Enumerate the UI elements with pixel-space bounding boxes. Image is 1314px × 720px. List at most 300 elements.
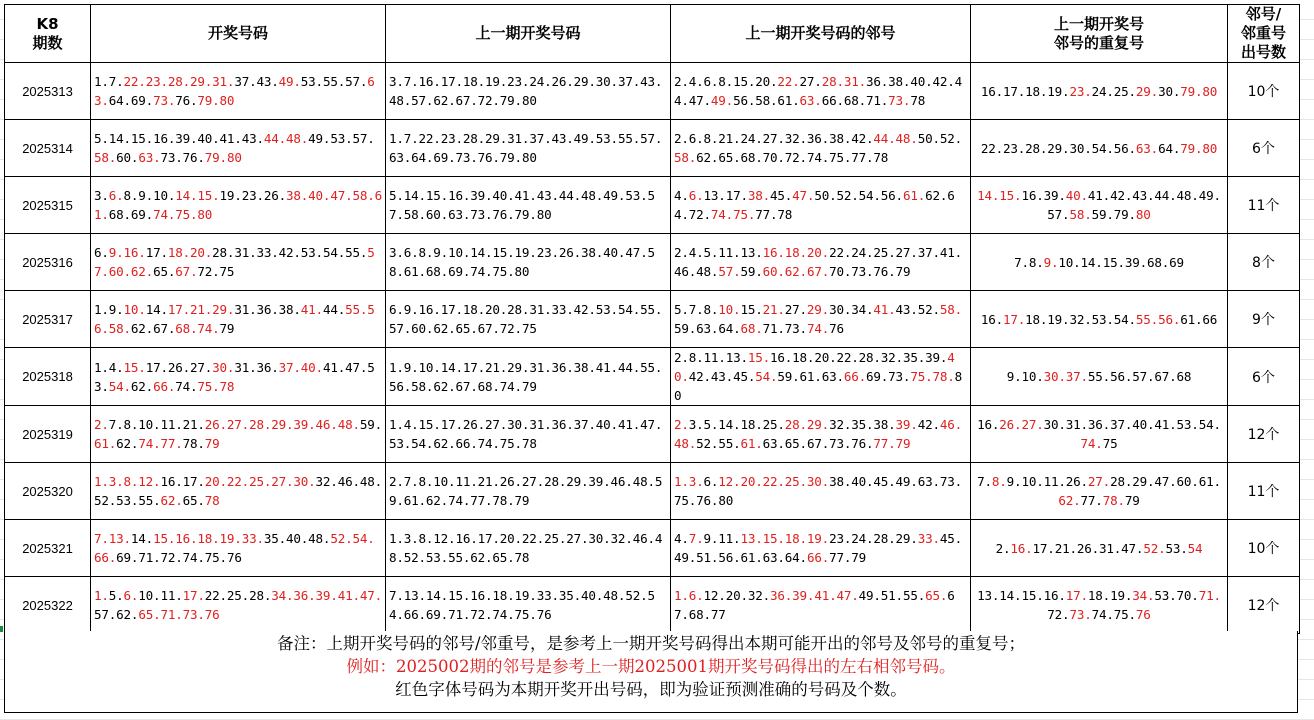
number: 26. xyxy=(167,359,190,375)
number: 23. xyxy=(507,74,530,89)
number: 41. xyxy=(219,131,242,146)
number: 67. xyxy=(806,436,830,451)
number: 61. xyxy=(94,436,117,451)
number: 58. xyxy=(939,302,963,317)
number: 5. xyxy=(94,131,109,146)
number: 62. xyxy=(160,493,183,508)
number: 43. xyxy=(536,188,559,203)
period-cell[interactable]: 2025321 xyxy=(5,520,91,577)
number: 9. xyxy=(138,188,154,203)
number: 52. xyxy=(917,302,940,317)
number: 59. xyxy=(389,474,663,508)
hit-count-cell[interactable]: 6个 xyxy=(1228,120,1300,177)
number: 77 xyxy=(710,607,726,622)
number: 7. xyxy=(389,588,404,603)
number: 3. xyxy=(94,188,109,203)
number: 62. xyxy=(130,264,154,279)
number: 1. xyxy=(674,474,689,489)
number: 74. xyxy=(499,378,522,394)
winning-numbers-cell[interactable] xyxy=(91,177,386,234)
number: 46. xyxy=(610,474,633,489)
number: 49. xyxy=(603,188,626,203)
number: 68. xyxy=(843,93,867,108)
number: 46. xyxy=(674,264,697,279)
repeat-numbers-cell[interactable] xyxy=(971,120,1228,177)
number: 79 xyxy=(1124,493,1140,508)
number: 78. xyxy=(932,369,955,384)
winning-numbers-cell[interactable] xyxy=(91,234,386,291)
repeat-numbers-cell[interactable] xyxy=(971,577,1228,634)
neighbor-numbers-cell[interactable] xyxy=(671,577,971,634)
repeat-numbers-cell[interactable] xyxy=(971,348,1228,406)
number: 29. xyxy=(1047,140,1070,156)
number: 1. xyxy=(674,588,689,603)
number: 7. xyxy=(108,74,124,89)
number: 76 xyxy=(204,607,220,622)
number: 44. xyxy=(1154,188,1177,203)
number: 46. xyxy=(315,417,338,432)
previous-numbers-cell[interactable] xyxy=(386,291,671,348)
number: 61. xyxy=(799,369,822,384)
number: 48. xyxy=(389,93,412,108)
repeat-numbers-cell[interactable] xyxy=(971,234,1228,291)
number: 45. xyxy=(873,474,896,489)
repeat-numbers-cell[interactable] xyxy=(971,291,1228,348)
table-row xyxy=(5,577,1300,634)
number: 70. xyxy=(762,150,785,165)
number: 13. xyxy=(740,245,763,260)
number: 74. xyxy=(175,378,198,394)
number: 18. xyxy=(462,74,485,89)
number: 26. xyxy=(499,474,522,489)
number: 63. xyxy=(696,321,719,336)
number: 13. xyxy=(725,350,748,365)
number: 18. xyxy=(167,245,190,260)
number: 17. xyxy=(145,359,168,375)
number: 29. xyxy=(895,531,918,546)
number: 6. xyxy=(703,74,719,89)
number: 1. xyxy=(94,359,109,375)
number: 32. xyxy=(829,417,852,432)
number: 12. xyxy=(703,588,726,603)
neighbor-numbers-cell[interactable] xyxy=(671,520,971,577)
number: 16. xyxy=(123,245,146,260)
number: 51. xyxy=(696,550,719,565)
number: 32. xyxy=(610,531,633,546)
number: 60. xyxy=(116,150,139,165)
number: 8. xyxy=(703,302,719,317)
number: 68. xyxy=(688,607,711,622)
winning-numbers-cell[interactable] xyxy=(91,520,386,577)
number: 23. xyxy=(1069,83,1092,99)
hit-count-cell[interactable]: 10个 xyxy=(1228,520,1300,577)
number: 31. xyxy=(212,74,235,89)
number: 63. xyxy=(94,74,375,108)
table-row xyxy=(5,406,1300,463)
number: 78. xyxy=(182,436,205,451)
number: 4. xyxy=(674,531,689,546)
number: 28. xyxy=(784,417,807,432)
number: 29. xyxy=(1135,83,1159,99)
period-cell[interactable]: 2025317 xyxy=(5,291,91,348)
period-cell[interactable]: 2025322 xyxy=(5,577,91,634)
number: 14. xyxy=(108,131,131,146)
number: 36. xyxy=(256,359,279,375)
number: 62. xyxy=(925,188,948,203)
number: 32. xyxy=(1069,311,1092,327)
number: 14. xyxy=(999,588,1022,603)
number: 25. xyxy=(1113,83,1136,99)
previous-numbers-cell[interactable] xyxy=(386,577,671,634)
previous-numbers-cell[interactable] xyxy=(386,177,671,234)
number: 36. xyxy=(551,359,574,375)
number: 73. xyxy=(939,474,963,489)
number: 77. xyxy=(755,207,778,222)
number: 39. xyxy=(925,350,948,365)
number: 55. xyxy=(617,131,641,146)
neighbor-numbers-cell[interactable] xyxy=(671,291,971,348)
number: 53. xyxy=(1091,311,1114,327)
number: 4. xyxy=(674,188,689,203)
number: 54. xyxy=(1198,417,1221,432)
number: 57. xyxy=(352,131,375,146)
period-cell[interactable]: 2025314 xyxy=(5,120,91,177)
number: 54. xyxy=(108,378,131,394)
neighbor-numbers-cell[interactable] xyxy=(671,120,971,177)
winning-numbers-cell[interactable] xyxy=(91,291,386,348)
number: 71. xyxy=(762,321,785,336)
number: 29. xyxy=(507,359,530,375)
previous-numbers-cell[interactable] xyxy=(386,63,671,120)
period-cell[interactable]: 2025319 xyxy=(5,406,91,463)
number: 25. xyxy=(226,588,250,603)
number: 64. xyxy=(718,321,741,336)
number: 15. xyxy=(999,188,1022,203)
previous-numbers-cell[interactable] xyxy=(386,463,671,520)
number: 19. xyxy=(485,74,508,89)
number: 33. xyxy=(536,588,559,603)
number: 17. xyxy=(462,359,485,375)
winning-numbers-cell[interactable] xyxy=(91,577,386,634)
number: 30. xyxy=(293,474,316,489)
previous-numbers-cell[interactable] xyxy=(386,234,671,291)
table-row xyxy=(5,63,1300,120)
number: 25. xyxy=(544,531,567,546)
hit-count-cell[interactable]: 12个 xyxy=(1228,406,1300,463)
number: 14. xyxy=(130,531,154,546)
number: 71. xyxy=(160,607,183,622)
previous-numbers-cell[interactable] xyxy=(386,120,671,177)
period-cell[interactable]: 2025320 xyxy=(5,463,91,520)
neighbor-numbers-cell[interactable] xyxy=(671,406,971,463)
number: 8. xyxy=(703,131,719,146)
number: 16. xyxy=(1021,188,1044,203)
number: 21. xyxy=(485,359,508,375)
number: 67. xyxy=(477,321,500,336)
number: 78 xyxy=(910,93,926,108)
number: 68. xyxy=(425,264,449,279)
number: 71. xyxy=(1198,588,1221,603)
number: 23. xyxy=(536,245,559,260)
number: 36. xyxy=(1087,417,1111,432)
number: 56. xyxy=(718,550,741,565)
number: 75 xyxy=(219,264,235,279)
number: 58. xyxy=(352,188,375,203)
number: 14. xyxy=(1080,254,1103,270)
hit-count-cell[interactable]: 11个 xyxy=(1228,177,1300,234)
number: 5. xyxy=(703,245,719,260)
number: 43. xyxy=(640,74,663,89)
number: 4. xyxy=(108,359,124,375)
period-cell[interactable]: 2025318 xyxy=(5,348,91,406)
number: 20. xyxy=(755,74,778,89)
number: 71. xyxy=(448,607,471,622)
number: 37. xyxy=(573,417,596,432)
number: 63. xyxy=(448,207,471,222)
number: 41. xyxy=(939,245,963,260)
number: 40. xyxy=(492,188,515,203)
number: 75. xyxy=(175,207,198,222)
number: 8. xyxy=(991,474,1007,489)
number: 47. xyxy=(330,188,353,203)
number: 42. xyxy=(278,245,301,260)
number: 63. xyxy=(389,150,412,165)
number: 18. xyxy=(740,417,763,432)
number: 28. xyxy=(1110,474,1133,489)
number: 26. xyxy=(551,74,574,89)
lottery-table xyxy=(4,4,1300,634)
number: 38. xyxy=(873,417,896,432)
number: 80 xyxy=(1135,207,1151,222)
previous-numbers-cell[interactable] xyxy=(386,406,671,463)
number: 28. xyxy=(249,417,272,432)
number: 32. xyxy=(315,474,338,489)
number: 5. xyxy=(703,417,719,432)
header-previous-numbers: 上一期开奖号码 xyxy=(386,5,671,63)
number: 7. xyxy=(94,531,109,546)
number: 78 xyxy=(219,378,235,394)
number: 6. xyxy=(688,131,704,146)
number: 37. xyxy=(529,131,552,146)
number: 29. xyxy=(806,302,830,317)
number: 51. xyxy=(880,588,903,603)
number: 54. xyxy=(352,531,375,546)
number: 37. xyxy=(1110,417,1133,432)
number: 55. xyxy=(345,245,368,260)
number: 32. xyxy=(747,588,770,603)
neighbor-numbers-cell[interactable] xyxy=(671,63,971,120)
period-cell[interactable]: 2025313 xyxy=(5,63,91,120)
number: 10. xyxy=(1021,474,1044,489)
number: 1. xyxy=(94,474,109,489)
number: 27. xyxy=(521,474,545,489)
number: 44. xyxy=(674,74,963,108)
number: 26. xyxy=(204,417,227,432)
number: 47. xyxy=(1154,474,1177,489)
number: 74. xyxy=(138,436,161,451)
hit-count-cell[interactable]: 6个 xyxy=(1228,348,1300,406)
number: 53. xyxy=(330,131,353,146)
hit-count-cell[interactable]: 11个 xyxy=(1228,463,1300,520)
number: 42. xyxy=(851,131,874,146)
number: 42. xyxy=(573,302,596,317)
number: 56. xyxy=(733,93,756,108)
neighbor-numbers-cell[interactable] xyxy=(671,348,971,406)
number: 9. xyxy=(108,245,124,260)
number: 43. xyxy=(256,74,279,89)
number: 58. xyxy=(755,93,778,108)
neighbor-numbers-cell[interactable] xyxy=(671,177,971,234)
number: 18. xyxy=(197,531,220,546)
number: 7. xyxy=(403,74,419,89)
number: 75. xyxy=(829,150,852,165)
table-row xyxy=(5,177,1300,234)
neighbor-numbers-cell[interactable] xyxy=(671,234,971,291)
repeat-numbers-cell[interactable] xyxy=(971,406,1228,463)
number: 27. xyxy=(1087,474,1111,489)
number: 44. xyxy=(873,131,896,146)
number: 17. xyxy=(440,74,463,89)
hit-count-cell[interactable]: 9个 xyxy=(1228,291,1300,348)
number: 22. xyxy=(829,245,852,260)
number: 78 xyxy=(204,493,220,508)
hit-count-cell[interactable]: 8个 xyxy=(1228,234,1300,291)
number: 79 xyxy=(851,550,867,565)
number: 37. xyxy=(234,74,257,89)
number: 31. xyxy=(234,245,257,260)
number: 17. xyxy=(145,245,168,260)
number: 56. xyxy=(94,302,375,336)
number: 30. xyxy=(212,359,235,375)
number: 1. xyxy=(94,74,109,89)
number: 13. xyxy=(403,588,426,603)
number: 55. xyxy=(902,588,926,603)
number: 33. xyxy=(241,531,264,546)
number: 31. xyxy=(529,302,552,317)
number: 27. xyxy=(799,74,822,89)
number: 66. xyxy=(843,369,867,384)
number: 53. xyxy=(94,359,375,394)
period-cell[interactable]: 2025315 xyxy=(5,177,91,234)
number: 74. xyxy=(182,550,205,565)
repeat-numbers-cell[interactable] xyxy=(971,520,1228,577)
number: 77. xyxy=(470,493,493,508)
repeat-numbers-cell[interactable] xyxy=(971,63,1228,120)
number: 57. xyxy=(411,93,434,108)
number: 40. xyxy=(674,350,955,384)
number: 30. xyxy=(1069,140,1092,156)
number: 30. xyxy=(1043,417,1066,432)
number: 1. xyxy=(389,531,404,546)
number: 16. xyxy=(1010,540,1033,556)
neighbor-numbers-cell[interactable] xyxy=(671,463,971,520)
number: 30. xyxy=(507,417,530,432)
number: 56. xyxy=(1113,140,1136,156)
number: 21. xyxy=(1054,540,1077,556)
number: 17. xyxy=(440,417,463,432)
number: 10. xyxy=(1058,254,1081,270)
number: 30. xyxy=(829,302,852,317)
number: 8. xyxy=(123,417,139,432)
number: 65. xyxy=(153,264,176,279)
number: 12. xyxy=(138,474,161,489)
number: 14. xyxy=(470,245,493,260)
number: 17. xyxy=(182,474,205,489)
number: 30. xyxy=(595,74,618,89)
number: 20. xyxy=(485,302,508,317)
number: 68. xyxy=(740,321,763,336)
previous-numbers-cell[interactable] xyxy=(386,348,671,406)
number: 80 xyxy=(536,207,552,222)
header-row xyxy=(5,5,1300,63)
number: 68. xyxy=(108,207,131,222)
number: 11. xyxy=(718,245,741,260)
number: 7. xyxy=(403,474,419,489)
number: 33. xyxy=(256,245,279,260)
number: 16. xyxy=(448,188,471,203)
number: 19. xyxy=(806,531,830,546)
notes-box xyxy=(4,631,1298,713)
number: 77. xyxy=(1080,493,1103,508)
number: 8. xyxy=(1028,254,1044,270)
number: 28. xyxy=(167,74,190,89)
number: 58. xyxy=(674,150,697,165)
number: 76 xyxy=(226,550,242,565)
number: 32. xyxy=(784,131,807,146)
number: 72. xyxy=(197,264,220,279)
winning-numbers-cell[interactable] xyxy=(91,120,386,177)
number: 58. xyxy=(389,245,655,279)
number: 23. xyxy=(241,188,264,203)
hit-count-cell[interactable]: 12个 xyxy=(1228,577,1300,634)
number: 15. xyxy=(425,188,449,203)
number: 19. xyxy=(514,245,537,260)
winning-numbers-cell[interactable] xyxy=(91,63,386,120)
number: 19. xyxy=(1110,588,1133,603)
number: 2. xyxy=(389,474,404,489)
number: 35. xyxy=(263,531,287,546)
number: 75 xyxy=(1102,436,1118,451)
number: 29. xyxy=(212,302,235,317)
repeat-numbers-cell[interactable] xyxy=(971,463,1228,520)
winning-numbers-cell[interactable] xyxy=(91,348,386,406)
hit-count-cell[interactable]: 10个 xyxy=(1228,63,1300,120)
previous-numbers-cell[interactable] xyxy=(386,520,671,577)
number: 41. xyxy=(595,359,618,375)
number: 41. xyxy=(300,302,323,317)
number: 19. xyxy=(514,588,537,603)
number: 63. xyxy=(762,550,785,565)
winning-numbers-cell[interactable] xyxy=(91,406,386,463)
winning-numbers-cell[interactable] xyxy=(91,463,386,520)
number: 34. xyxy=(851,302,874,317)
number: 30. xyxy=(1158,83,1181,99)
number: 9. xyxy=(403,302,419,317)
number: 22. xyxy=(762,474,785,489)
number: 75. xyxy=(197,378,220,394)
number: 48. xyxy=(337,417,360,432)
number: 76 xyxy=(536,607,552,622)
number: 54. xyxy=(1091,140,1114,156)
number: 38. xyxy=(278,302,301,317)
number: 74. xyxy=(806,150,830,165)
number: 38. xyxy=(829,131,852,146)
period-cell[interactable]: 2025316 xyxy=(5,234,91,291)
number: 37. xyxy=(278,359,301,375)
number: 6. xyxy=(688,588,704,603)
repeat-numbers-cell[interactable] xyxy=(971,177,1228,234)
number: 73. xyxy=(851,264,874,279)
